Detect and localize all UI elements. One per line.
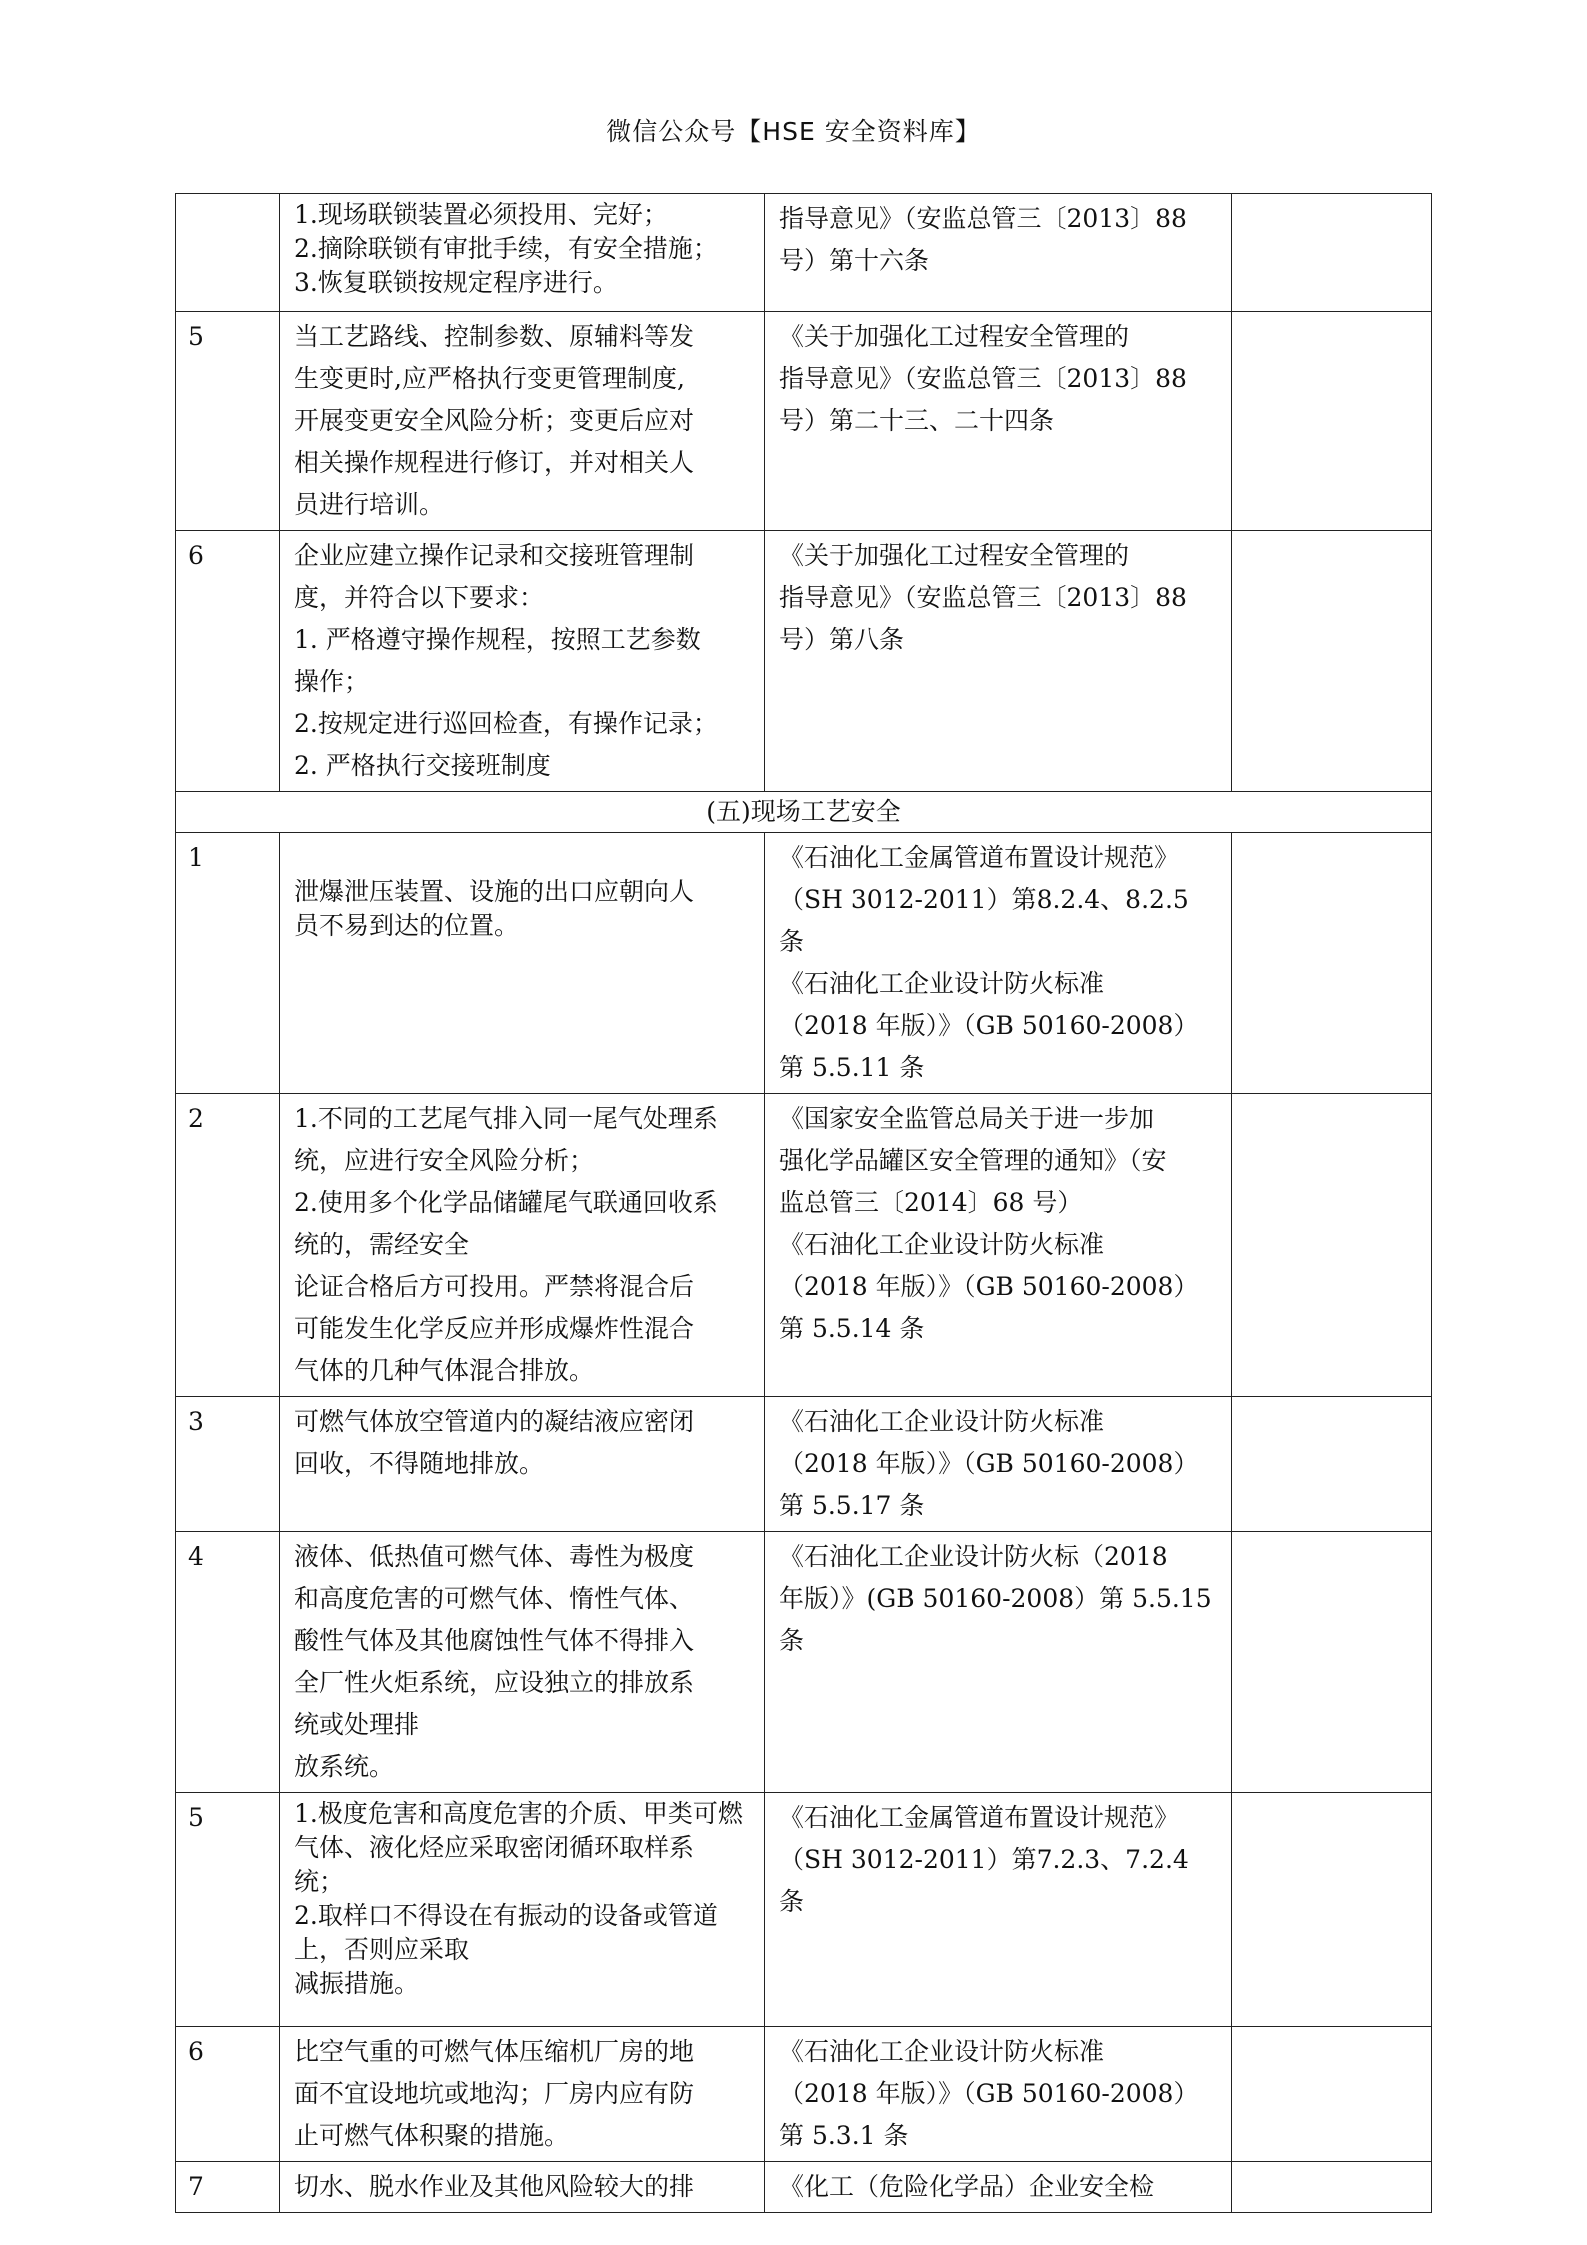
row-number: 6 xyxy=(176,2027,280,2162)
basis-line: 年版）》(GB 50160-2008）第 5.5.15 xyxy=(779,1584,1212,1613)
basis-line: 强化学品罐区安全管理的通知》（安 xyxy=(779,1146,1167,1175)
basis-line: 第 5.5.17 条 xyxy=(779,1491,925,1520)
basis-reference xyxy=(765,1397,1232,1532)
inspection-content xyxy=(280,1793,765,2027)
content-line: 1.现场联锁装置必须投用、完好； xyxy=(294,200,668,229)
basis-line: 号）第十六条 xyxy=(779,246,930,275)
content-line: 2.摘除联锁有审批手续，有安全措施； xyxy=(294,234,718,263)
basis-line: 《石油化工企业设计防火标准 xyxy=(779,1407,1105,1436)
remark-cell xyxy=(1232,1532,1432,1793)
table-row xyxy=(176,1532,1432,1793)
content-line: 员进行培训。 xyxy=(294,490,445,519)
content-line: 员不易到达的位置。 xyxy=(294,911,520,940)
row-number: 6 xyxy=(176,531,280,792)
basis-line: 《石油化工企业设计防火标准 xyxy=(779,969,1105,998)
remark-cell xyxy=(1232,1793,1432,2027)
remark-cell xyxy=(1232,2162,1432,2213)
basis-reference xyxy=(765,312,1232,531)
content-line: 全厂性火炬系统，应设独立的排放系 xyxy=(294,1668,695,1697)
section-title: (五)现场工艺安全 xyxy=(176,792,1432,833)
content-line: 液体、低热值可燃气体、毒性为极度 xyxy=(294,1542,695,1571)
basis-line: （SH 3012-2011）第7.2.3、7.2.4 条 xyxy=(779,1845,1189,1916)
table-row xyxy=(176,1094,1432,1397)
inspection-content xyxy=(280,2162,765,2213)
row-number: 5 xyxy=(176,312,280,531)
content-line: 上，否则应采取 xyxy=(294,1935,470,1964)
content-line: 2.取样口不得设在有振动的设备或管道 xyxy=(294,1901,718,1930)
basis-reference xyxy=(765,2162,1232,2213)
section-row xyxy=(176,792,1432,833)
basis-reference xyxy=(765,2027,1232,2162)
table-body-top xyxy=(176,194,1432,792)
content-line: 当工艺路线、控制参数、原辅料等发 xyxy=(294,322,695,351)
table-row xyxy=(176,1793,1432,2027)
basis-line: （2018 年版）》（GB 50160-2008） xyxy=(779,1449,1199,1478)
basis-reference xyxy=(765,194,1232,312)
table-row xyxy=(176,2162,1432,2213)
content-line: 2.使用多个化学品储罐尾气联通回收系 xyxy=(294,1188,718,1217)
content-line: 气体、液化烃应采取密闭循环取样系 xyxy=(294,1833,695,1862)
content-line: 企业应建立操作记录和交接班管理制 xyxy=(294,541,695,570)
content-line: 放系统。 xyxy=(294,1752,395,1781)
table-body-bottom xyxy=(176,833,1432,2213)
inspection-table xyxy=(175,193,1432,2213)
page-header: 微信公众号【HSE 安全资料库】 xyxy=(606,117,981,146)
content-line: 可燃气体放空管道内的凝结液应密闭 xyxy=(294,1407,695,1436)
basis-line: 《石油化工金属管道布置设计规范》 xyxy=(779,843,1180,872)
row-number: 2 xyxy=(176,1094,280,1397)
table-row xyxy=(176,531,1432,792)
basis-line: 指导意见》（安监总管三〔2013〕88 xyxy=(779,204,1187,233)
inspection-content xyxy=(280,1094,765,1397)
remark-cell xyxy=(1232,531,1432,792)
content-line: 度，并符合以下要求： xyxy=(294,583,545,612)
basis-reference xyxy=(765,1793,1232,2027)
inspection-content xyxy=(280,2027,765,2162)
content-line: 1.不同的工艺尾气排入同一尾气处理系 xyxy=(294,1104,718,1133)
content-line: 2. 严格执行交接班制度 xyxy=(294,751,551,780)
inspection-content xyxy=(280,312,765,531)
inspection-content xyxy=(280,531,765,792)
row-number xyxy=(176,194,280,312)
basis-line: （2018 年版）》（GB 50160-2008） xyxy=(779,2079,1199,2108)
content-line: 2.按规定进行巡回检查，有操作记录； xyxy=(294,709,718,738)
remark-cell xyxy=(1232,2027,1432,2162)
content-line: 3.恢复联锁按规定程序进行。 xyxy=(294,268,618,297)
table-row xyxy=(176,312,1432,531)
basis-line: 《石油化工企业设计防火标（2018 xyxy=(779,1542,1168,1571)
content-line: 止可燃气体积聚的措施。 xyxy=(294,2121,570,2150)
basis-reference xyxy=(765,833,1232,1094)
content-line: 1.极度危害和高度危害的介质、甲类可燃 xyxy=(294,1799,743,1828)
basis-line: 《化工（危险化学品）企业安全检 xyxy=(779,2172,1155,2201)
content-line: 酸性气体及其他腐蚀性气体不得排入 xyxy=(294,1626,695,1655)
content-line: 气体的几种气体混合排放。 xyxy=(294,1356,595,1385)
basis-line: 《关于加强化工过程安全管理的 xyxy=(779,541,1130,570)
basis-line: 第 5.5.14 条 xyxy=(779,1314,925,1343)
remark-cell xyxy=(1232,1094,1432,1397)
basis-line: 号）第二十三、二十四条 xyxy=(779,406,1055,435)
content-line: 统的，需经安全 xyxy=(294,1230,470,1259)
content-line: 统，应进行安全风险分析； xyxy=(294,1146,595,1175)
basis-line: 指导意见》（安监总管三〔2013〕88 xyxy=(779,364,1187,393)
basis-reference xyxy=(765,531,1232,792)
basis-line: 号）第八条 xyxy=(779,625,905,654)
content-line: 减振措施。 xyxy=(294,1969,420,1998)
table-row xyxy=(176,2027,1432,2162)
content-line: 论证合格后方可投用。严禁将混合后 xyxy=(294,1272,695,1301)
inspection-content xyxy=(280,833,765,1094)
table-row xyxy=(176,833,1432,1094)
basis-line: 监总管三〔2014〕68 号） xyxy=(779,1188,1083,1217)
basis-line: 《石油化工金属管道布置设计规范》 xyxy=(779,1803,1180,1832)
row-number: 5 xyxy=(176,1793,280,2027)
content-line: 相关操作规程进行修订，并对相关人 xyxy=(294,448,695,477)
content-line: 和高度危害的可燃气体、惰性气体、 xyxy=(294,1584,695,1613)
remark-cell xyxy=(1232,833,1432,1094)
row-number: 1 xyxy=(176,833,280,1094)
content-line: 比空气重的可燃气体压缩机厂房的地 xyxy=(294,2037,695,2066)
row-number: 7 xyxy=(176,2162,280,2213)
content-line: 泄爆泄压装置、设施的出口应朝向人 xyxy=(294,877,695,906)
basis-line: 第 5.5.11 条 xyxy=(779,1053,925,1082)
basis-line: 《国家安全监管总局关于进一步加 xyxy=(779,1104,1155,1133)
basis-line: （2018 年版）》（GB 50160-2008） xyxy=(779,1272,1199,1301)
row-number: 4 xyxy=(176,1532,280,1793)
basis-line: 指导意见》（安监总管三〔2013〕88 xyxy=(779,583,1187,612)
basis-line: 《石油化工企业设计防火标准 xyxy=(779,2037,1105,2066)
basis-line: 《石油化工企业设计防火标准 xyxy=(779,1230,1105,1259)
content-line: 可能发生化学反应并形成爆炸性混合 xyxy=(294,1314,695,1343)
content-line: 生变更时,应严格执行变更管理制度, xyxy=(294,364,685,393)
basis-reference xyxy=(765,1094,1232,1397)
basis-line: 《关于加强化工过程安全管理的 xyxy=(779,322,1130,351)
remark-cell xyxy=(1232,1397,1432,1532)
inspection-content xyxy=(280,1397,765,1532)
content-line: 操作； xyxy=(294,667,370,696)
remark-cell xyxy=(1232,312,1432,531)
content-line: 面不宜设地坑或地沟；厂房内应有防 xyxy=(294,2079,695,2108)
basis-line: （2018 年版）》（GB 50160-2008） xyxy=(779,1011,1199,1040)
remark-cell xyxy=(1232,194,1432,312)
content-line: 1. 严格遵守操作规程，按照工艺参数 xyxy=(294,625,701,654)
content-line: 开展变更安全风险分析；变更后应对 xyxy=(294,406,695,435)
content-line: 统； xyxy=(294,1867,345,1896)
basis-reference xyxy=(765,1532,1232,1793)
section-row-group xyxy=(176,792,1432,833)
basis-line: 条 xyxy=(779,1626,805,1655)
table-row xyxy=(176,194,1432,312)
content-line: 切水、脱水作业及其他风险较大的排 xyxy=(294,2172,695,2201)
basis-line: （SH 3012-2011）第8.2.4、8.2.5 条 xyxy=(779,885,1189,956)
row-number: 3 xyxy=(176,1397,280,1532)
inspection-content xyxy=(280,1532,765,1793)
content-line: 回收，不得随地排放。 xyxy=(294,1449,545,1478)
inspection-content xyxy=(280,194,765,312)
table-row xyxy=(176,1397,1432,1532)
basis-line: 第 5.3.1 条 xyxy=(779,2121,909,2150)
content-line: 统或处理排 xyxy=(294,1710,420,1739)
